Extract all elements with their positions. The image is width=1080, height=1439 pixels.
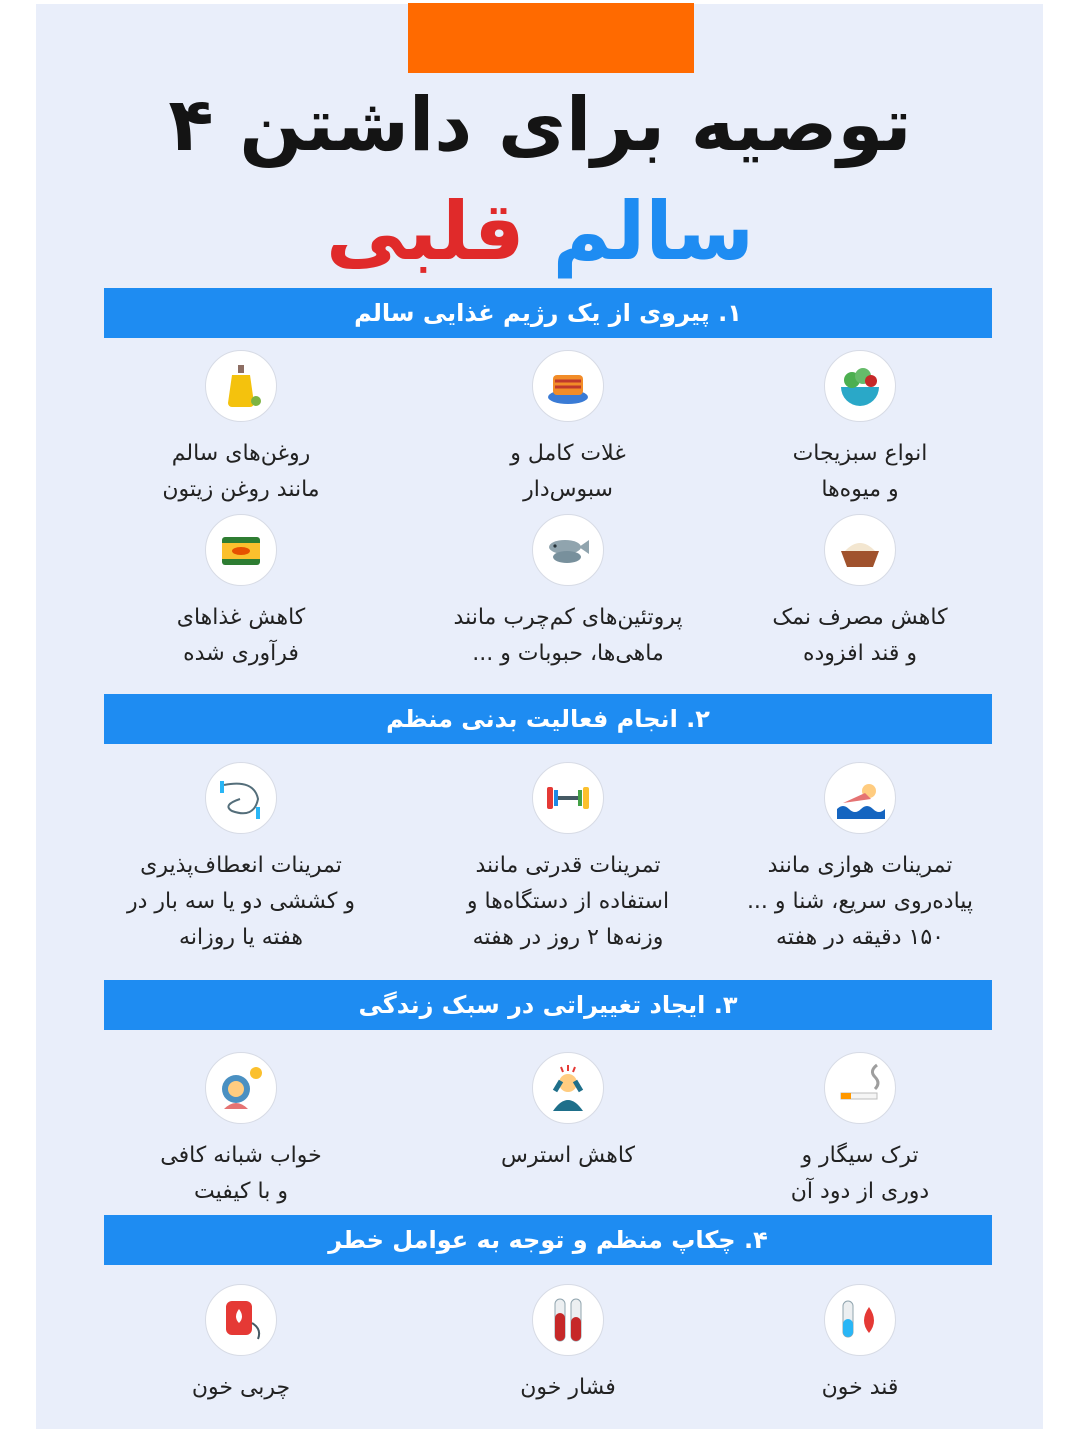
item-label: کاهش غذاهای فرآوری شده [176, 605, 306, 666]
lifestyle-item-stress [423, 1052, 713, 1174]
blood-sugar-icon [824, 1284, 896, 1356]
checkup-item-blood-pressure [423, 1284, 713, 1406]
cigarette-icon [824, 1052, 896, 1124]
fish-icon [532, 514, 604, 586]
section-2-header: ۲. انجام فعالیت بدنی منظم [104, 694, 992, 744]
test-tubes-icon [532, 1284, 604, 1356]
section-1-header: ۱. پیروی از یک رژیم غذایی سالم [104, 288, 992, 338]
diet-item-vegetables [715, 350, 1005, 508]
item-label: کاهش مصرف نمک و قند افزوده [772, 605, 948, 666]
blood-bag-icon [205, 1284, 277, 1356]
canned-food-icon [205, 514, 277, 586]
item-label: قند خون [821, 1375, 899, 1400]
item-label: کاهش استرس [501, 1143, 635, 1168]
item-label: فشار خون [520, 1375, 616, 1400]
salt-bowl-icon [824, 514, 896, 586]
section-3-header: ۳. ایجاد تغییراتی در سبک زندگی [104, 980, 992, 1030]
sleeping-person-icon [205, 1052, 277, 1124]
checkup-item-cholesterol [96, 1284, 386, 1406]
diet-item-grains [423, 350, 713, 508]
checkup-item-blood-sugar [715, 1284, 1005, 1406]
item-label: غلات کامل و سبوس‌دار [510, 441, 626, 502]
item-label: چربی خون [191, 1375, 291, 1400]
page-title: ۴ توصیه برای داشتن [168, 82, 912, 168]
activity-item-strength [423, 762, 713, 956]
item-label: پروتئین‌های کم‌چرب مانند ماهی‌ها، حبوبات و ... [453, 605, 683, 666]
stressed-person-icon [532, 1052, 604, 1124]
item-label: تمرینات قدرتی مانند استفاده از دستگاه‌ها و وزنه‌ها ۲ روز در هفته [466, 853, 670, 950]
item-label: روغن‌های سالم مانند روغن زیتون [162, 441, 320, 502]
page-subtitle [0, 182, 1080, 282]
section-4-header: ۴. چکاپ منظم و توجه به عوامل خطر [104, 1215, 992, 1265]
swimmer-icon [824, 762, 896, 834]
diet-item-protein [423, 514, 713, 672]
item-label: ترک سیگار و دوری از دود آن [790, 1143, 930, 1204]
item-label: تمرینات هوازی مانند پیاده‌روی سریع، شنا و ... ۱۵۰ دقیقه در هفته [746, 853, 974, 950]
olive-oil-icon [205, 350, 277, 422]
activity-item-flexibility [96, 762, 386, 956]
top-accent-bar [408, 3, 694, 73]
subtitle-word-healthy: سالم [552, 185, 754, 278]
activity-item-aerobic [715, 762, 1005, 956]
jump-rope-icon [205, 762, 277, 834]
salad-bowl-icon [824, 350, 896, 422]
lifestyle-item-smoking [715, 1052, 1005, 1210]
diet-item-processed [96, 514, 386, 672]
diet-item-oils [96, 350, 386, 508]
lifestyle-item-sleep [96, 1052, 386, 1210]
diet-item-salt [715, 514, 1005, 672]
subtitle-word-heart: قلبی [326, 185, 525, 278]
grains-plate-icon [532, 350, 604, 422]
item-label: خواب شبانه کافی و با کیفیت [160, 1143, 322, 1204]
item-label: انواع سبزیجات و میوه‌ها [792, 441, 928, 502]
item-label: تمرینات انعطاف‌پذیری و کششی دو یا سه بار در هفته یا روزانه [127, 853, 355, 950]
dumbbell-icon [532, 762, 604, 834]
